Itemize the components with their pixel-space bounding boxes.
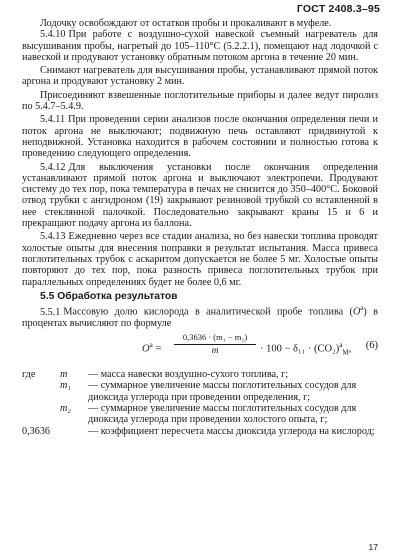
where-label: где xyxy=(22,369,36,381)
definition-symbol: m₁ xyxy=(60,380,71,392)
formula-rest-sup: a xyxy=(339,341,343,350)
clause-number: 5.4.10 xyxy=(40,29,66,41)
definition-text: — суммарное увеличение массы поглотительных сосудов для диоксида углерода при проведении определения, г; xyxy=(88,380,357,403)
formula-lhs xyxy=(142,340,161,355)
paragraph-2: Снимают нагреватель для высушивания пробы, устанавливают прямой поток аргона и продувают установку 2 мин. xyxy=(22,65,378,88)
formula-lhs-sup: a xyxy=(149,341,153,350)
standard-header: ГОСТ 2408.3–95 xyxy=(296,3,380,15)
clause-number: 5.5.1 xyxy=(40,306,61,318)
paragraph-5-5-1 xyxy=(22,303,378,329)
clause-number: 5.4.13 xyxy=(40,231,66,243)
paragraph-5-4-13 xyxy=(22,231,378,287)
definitions-list xyxy=(22,369,378,437)
equation-number: (6) xyxy=(365,340,378,352)
definition-item xyxy=(22,380,378,403)
paragraph-5-4-12 xyxy=(22,162,378,230)
definition-symbol: m₂ xyxy=(60,403,71,414)
definition-symbol: m xyxy=(60,369,68,381)
clause-text-b: ) в процентах вычисляют по формуле xyxy=(22,306,378,329)
formula-equals: = xyxy=(155,343,162,355)
clause-text: При проведении серии анализов после окончания определения печи и поток аргона не выключают; подвижную печь оставляют придвинутой к неподвижной. Установка находится в рабочем состоянии и полностью готова к проведению следующего определения. xyxy=(22,114,378,160)
formula-denominator-symbol: m xyxy=(211,346,219,357)
definition-item xyxy=(22,369,378,380)
section-heading xyxy=(40,291,378,302)
paragraph-5-4-10 xyxy=(22,29,378,63)
page-number: 17 xyxy=(368,542,378,552)
definition-symbol: 0,3636 xyxy=(22,425,51,437)
section-number: 5.5 xyxy=(40,290,55,302)
document-body xyxy=(22,18,378,437)
clause-number: 5.4.12 xyxy=(40,161,66,173)
definition-item xyxy=(22,403,378,426)
oxygen-symbol-sup: a xyxy=(360,304,364,313)
definition-text: — масса навески воздушно-сухого топлива, г; xyxy=(88,369,289,381)
oxygen-symbol: O xyxy=(352,306,361,318)
formula-rest-sub: M xyxy=(342,348,349,357)
formula-rest-text: · 100 − δ₁₁ · (CO₂) xyxy=(260,343,340,355)
definition-text: — суммарное увеличение массы поглотительных сосудов для диоксида углерода при проведении холостого опыта, г; xyxy=(88,403,357,426)
definition-text: — коэффициент пересчета массы диоксида углерода на кислород; xyxy=(88,425,375,437)
formula-fraction xyxy=(174,332,256,358)
clause-text: Ежедневно через все стадии анализа, но без навески топлива проводят холостые опыты для внесения поправки в результат испытания. Масса привеса поглотительных трубок с аскаритом допускается не более 5 мг. Холостые опыты повторяют до тех пор, пока разность привеса поглотительных трубок при параллельных определениях будет не более 0,6 мг. xyxy=(22,231,378,288)
formula-lhs-symbol: O xyxy=(142,343,150,355)
paragraph-5-4-11 xyxy=(22,114,378,159)
definition-item xyxy=(22,426,378,437)
paragraph-0: Лодочку освобождают от остатков пробы и прокаливают в муфеле. xyxy=(40,18,332,29)
clause-text-a: Массовую долю кислорода в аналитической пробе топлива ( xyxy=(63,306,353,318)
formula-6 xyxy=(22,332,378,366)
formula-denominator xyxy=(174,345,256,357)
formula-rest xyxy=(260,340,351,359)
section-title: Обработка результатов xyxy=(57,290,178,302)
clause-text: При работе с воздушно-сухой навеской съемный нагреватель для высушивания пробы, нагретый до 105–110°С (5.2.2.1), помещают над лодочкой с навеской и продувают установку обратным потоком аргона в течение 20 мин. xyxy=(22,29,378,63)
formula-numerator: 0,3636 · (m₁ − m₂) xyxy=(174,332,256,345)
clause-text: Для выключения установки после окончания определения устанавливают прямой поток аргона и выключают электропечи. Продувают систему до тех пор, пока температура в печах не снизится до 350–400°С. Боковой отвод трубки с ангидроном (19) закрывают резиновой трубкой со вставленной в нее стеклянной палочкой. Последовательно закрывают краны 15 и 6 и прекращают подачу аргона из баллона. xyxy=(22,161,378,230)
formula-rest-end: , xyxy=(348,343,352,355)
paragraph-3: Присоединяют взвешенные поглотительные приборы и далее ведут пиролиз по 5.4.7–5.4.9. xyxy=(22,89,378,113)
clause-number: 5.4.11 xyxy=(40,114,66,126)
